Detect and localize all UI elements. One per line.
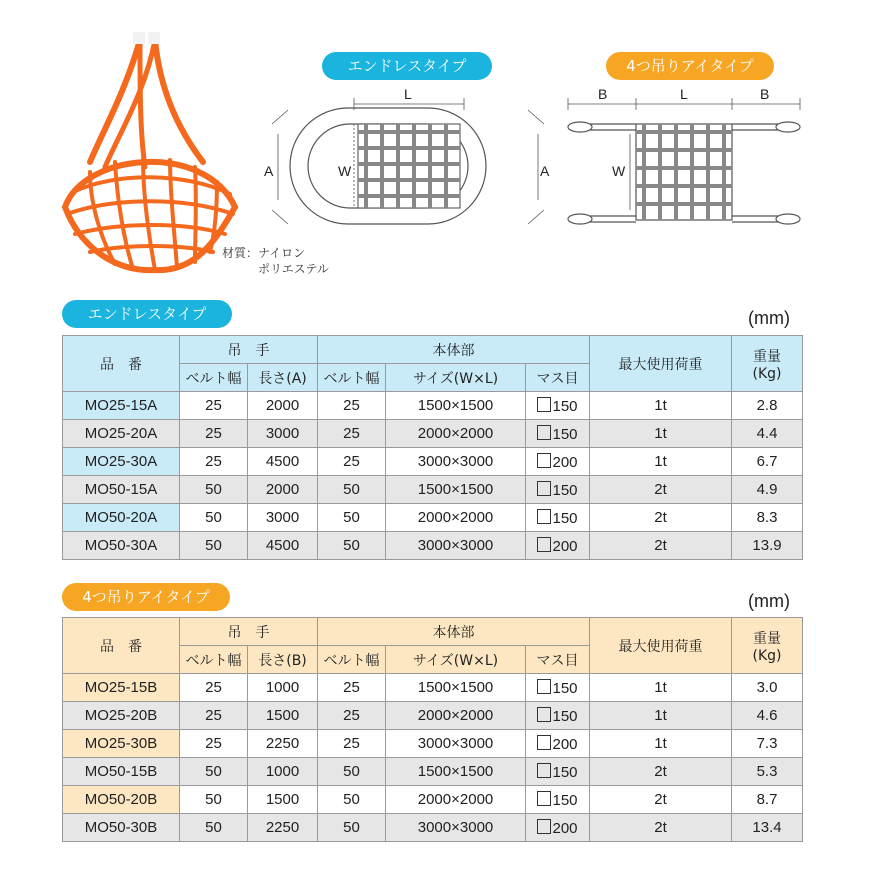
header-model: 品 番 <box>63 336 180 392</box>
cell-model: MO25-20B <box>63 702 180 730</box>
header-hanger-eye: 吊 手 <box>180 618 318 646</box>
cell-size: 2000×2000 <box>386 504 526 532</box>
square-icon <box>537 763 551 778</box>
square-icon <box>537 537 551 552</box>
header-size-eye: サイズ(W×L) <box>386 646 526 674</box>
material-line-1: 材質：ナイロン <box>222 246 306 260</box>
cell-mesh <box>526 448 590 476</box>
cell-mesh <box>526 674 590 702</box>
cell-length: 2000 <box>248 476 318 504</box>
header-body: 本体部 <box>318 336 590 364</box>
table-row <box>63 814 803 842</box>
cell-body-belt: 25 <box>318 392 386 420</box>
header-weight-label: 重量 <box>753 348 782 365</box>
square-icon <box>537 425 551 440</box>
cell-weight: 3.0 <box>732 674 803 702</box>
cell-size: 3000×3000 <box>386 448 526 476</box>
cell-max-load: 1t <box>590 702 732 730</box>
square-icon <box>537 791 551 806</box>
cell-size: 1500×1500 <box>386 392 526 420</box>
label-W-eye: W <box>612 163 626 179</box>
cell-size: 3000×3000 <box>386 532 526 560</box>
label-B-right: B <box>760 86 770 102</box>
cell-weight: 8.3 <box>732 504 803 532</box>
cell-max-load: 2t <box>590 814 732 842</box>
cell-length: 1000 <box>248 674 318 702</box>
cell-model: MO25-20A <box>63 420 180 448</box>
eye-type-badge: 4つ吊りアイタイプ <box>606 52 774 80</box>
eye-unit-label: (mm) <box>748 591 790 611</box>
square-icon <box>537 397 551 412</box>
cell-max-load: 1t <box>590 730 732 758</box>
cell-hanger-belt: 25 <box>180 448 248 476</box>
table-row <box>63 392 803 420</box>
cell-max-load: 1t <box>590 420 732 448</box>
cell-max-load: 2t <box>590 532 732 560</box>
header-weight-eye <box>732 618 803 674</box>
endless-spec-table <box>62 335 803 560</box>
cell-mesh-value: 200 <box>552 453 578 471</box>
cell-mesh-value: 150 <box>552 791 578 809</box>
cell-length: 1000 <box>248 758 318 786</box>
eye-table-badge: 4つ吊りアイタイプ <box>62 583 230 611</box>
cell-hanger-belt: 25 <box>180 674 248 702</box>
cell-body-belt: 50 <box>318 758 386 786</box>
cell-hanger-belt: 50 <box>180 476 248 504</box>
cell-max-load: 2t <box>590 504 732 532</box>
cell-length: 1500 <box>248 702 318 730</box>
cell-mesh-value: 200 <box>552 735 578 753</box>
cell-body-belt: 50 <box>318 504 386 532</box>
endless-unit-label: (mm) <box>748 308 790 328</box>
square-icon <box>537 819 551 834</box>
table-row <box>63 674 803 702</box>
square-icon <box>537 679 551 694</box>
label-A-left: A <box>264 163 274 179</box>
cell-length: 2250 <box>248 814 318 842</box>
cell-mesh-value: 200 <box>552 819 578 837</box>
cell-body-belt: 25 <box>318 730 386 758</box>
cell-mesh-value: 150 <box>552 679 578 697</box>
cell-hanger-belt: 50 <box>180 532 248 560</box>
cell-body-belt: 50 <box>318 814 386 842</box>
cell-mesh <box>526 702 590 730</box>
endless-type-badge: エンドレスタイプ <box>322 52 492 80</box>
cell-mesh-value: 150 <box>552 481 578 499</box>
cell-body-belt: 25 <box>318 448 386 476</box>
cell-hanger-belt: 50 <box>180 786 248 814</box>
header-length-a: 長さ(A) <box>248 364 318 392</box>
cell-max-load: 1t <box>590 674 732 702</box>
table-row <box>63 758 803 786</box>
header-size: サイズ(W×L) <box>386 364 526 392</box>
cell-model: MO50-30B <box>63 814 180 842</box>
material-note <box>222 245 329 277</box>
cell-model: MO50-20B <box>63 786 180 814</box>
table-row <box>63 702 803 730</box>
cell-mesh <box>526 392 590 420</box>
cell-hanger-belt: 25 <box>180 392 248 420</box>
cell-weight: 4.4 <box>732 420 803 448</box>
cell-hanger-belt: 50 <box>180 504 248 532</box>
cell-mesh <box>526 814 590 842</box>
square-icon <box>537 509 551 524</box>
header-max-load: 最大使用荷重 <box>590 336 732 392</box>
cell-max-load: 2t <box>590 476 732 504</box>
cell-model: MO25-30A <box>63 448 180 476</box>
cell-size: 3000×3000 <box>386 730 526 758</box>
header-mesh-eye: マス目 <box>526 646 590 674</box>
cell-size: 3000×3000 <box>386 814 526 842</box>
header-weight-unit-eye: (Kg) <box>752 647 782 664</box>
cell-size: 1500×1500 <box>386 476 526 504</box>
cell-body-belt: 50 <box>318 532 386 560</box>
header-hanger-belt: ベルト幅 <box>180 364 248 392</box>
cell-body-belt: 25 <box>318 420 386 448</box>
endless-type-diagram <box>258 84 558 249</box>
cell-model: MO25-15A <box>63 392 180 420</box>
cell-hanger-belt: 50 <box>180 758 248 786</box>
square-icon <box>537 481 551 496</box>
cell-weight: 5.3 <box>732 758 803 786</box>
cell-weight: 6.7 <box>732 448 803 476</box>
cell-weight: 4.6 <box>732 702 803 730</box>
cell-hanger-belt: 25 <box>180 420 248 448</box>
cell-max-load: 1t <box>590 392 732 420</box>
header-hanger-belt-eye: ベルト幅 <box>180 646 248 674</box>
endless-table-badge: エンドレスタイプ <box>62 300 232 328</box>
header-body-eye: 本体部 <box>318 618 590 646</box>
cell-hanger-belt: 50 <box>180 814 248 842</box>
table-row <box>63 504 803 532</box>
cell-mesh <box>526 476 590 504</box>
label-B-left: B <box>598 86 608 102</box>
square-icon <box>537 453 551 468</box>
label-A-right: A <box>540 163 550 179</box>
label-L-eye: L <box>680 86 688 102</box>
eye-table-body <box>63 674 803 842</box>
cell-mesh-value: 150 <box>552 425 578 443</box>
cell-size: 2000×2000 <box>386 786 526 814</box>
cell-model: MO50-20A <box>63 504 180 532</box>
header-weight <box>732 336 803 392</box>
cell-mesh-value: 200 <box>552 537 578 555</box>
cell-mesh-value: 150 <box>552 397 578 415</box>
square-icon <box>537 735 551 750</box>
cell-model: MO50-15A <box>63 476 180 504</box>
cell-length: 4500 <box>248 448 318 476</box>
cell-mesh <box>526 758 590 786</box>
header-body-belt: ベルト幅 <box>318 364 386 392</box>
cell-size: 1500×1500 <box>386 758 526 786</box>
table-row <box>63 476 803 504</box>
cell-max-load: 1t <box>590 448 732 476</box>
header-hanger: 吊 手 <box>180 336 318 364</box>
cell-weight: 13.9 <box>732 532 803 560</box>
table-row <box>63 420 803 448</box>
header-length-b: 長さ(B) <box>248 646 318 674</box>
material-line-2: ポリエステル <box>258 262 329 276</box>
cell-max-load: 2t <box>590 786 732 814</box>
cell-length: 3000 <box>248 504 318 532</box>
cell-size: 2000×2000 <box>386 420 526 448</box>
label-W-endless: W <box>338 163 352 179</box>
cell-model: MO25-30B <box>63 730 180 758</box>
cell-body-belt: 25 <box>318 702 386 730</box>
cell-length: 1500 <box>248 786 318 814</box>
eye-spec-table <box>62 617 803 842</box>
cell-length: 3000 <box>248 420 318 448</box>
cell-body-belt: 50 <box>318 786 386 814</box>
table-row <box>63 786 803 814</box>
endless-table-body <box>63 392 803 560</box>
cell-weight: 8.7 <box>732 786 803 814</box>
cell-weight: 4.9 <box>732 476 803 504</box>
cell-model: MO25-15B <box>63 674 180 702</box>
cell-size: 2000×2000 <box>386 702 526 730</box>
net-sling-illustration <box>45 32 245 277</box>
cell-model: MO50-30A <box>63 532 180 560</box>
cell-weight: 7.3 <box>732 730 803 758</box>
cell-weight: 2.8 <box>732 392 803 420</box>
cell-length: 2000 <box>248 392 318 420</box>
cell-mesh <box>526 420 590 448</box>
cell-model: MO50-15B <box>63 758 180 786</box>
header-weight-unit: (Kg) <box>752 365 782 382</box>
cell-max-load: 2t <box>590 758 732 786</box>
cell-length: 4500 <box>248 532 318 560</box>
cell-hanger-belt: 25 <box>180 702 248 730</box>
cell-mesh <box>526 504 590 532</box>
header-model-eye: 品 番 <box>63 618 180 674</box>
label-L-endless: L <box>404 86 412 102</box>
table-row <box>63 532 803 560</box>
cell-body-belt: 25 <box>318 674 386 702</box>
cell-mesh <box>526 532 590 560</box>
square-icon <box>537 707 551 722</box>
cell-mesh <box>526 786 590 814</box>
cell-mesh-value: 150 <box>552 707 578 725</box>
cell-mesh <box>526 730 590 758</box>
cell-size: 1500×1500 <box>386 674 526 702</box>
header-max-load-eye: 最大使用荷重 <box>590 618 732 674</box>
eye-type-diagram <box>560 84 810 234</box>
cell-length: 2250 <box>248 730 318 758</box>
cell-weight: 13.4 <box>732 814 803 842</box>
cell-mesh-value: 150 <box>552 509 578 527</box>
header-mesh: マス目 <box>526 364 590 392</box>
cell-hanger-belt: 25 <box>180 730 248 758</box>
header-body-belt-eye: ベルト幅 <box>318 646 386 674</box>
table-row <box>63 730 803 758</box>
cell-mesh-value: 150 <box>552 763 578 781</box>
table-row <box>63 448 803 476</box>
header-weight-label-eye: 重量 <box>753 630 782 647</box>
cell-body-belt: 50 <box>318 476 386 504</box>
